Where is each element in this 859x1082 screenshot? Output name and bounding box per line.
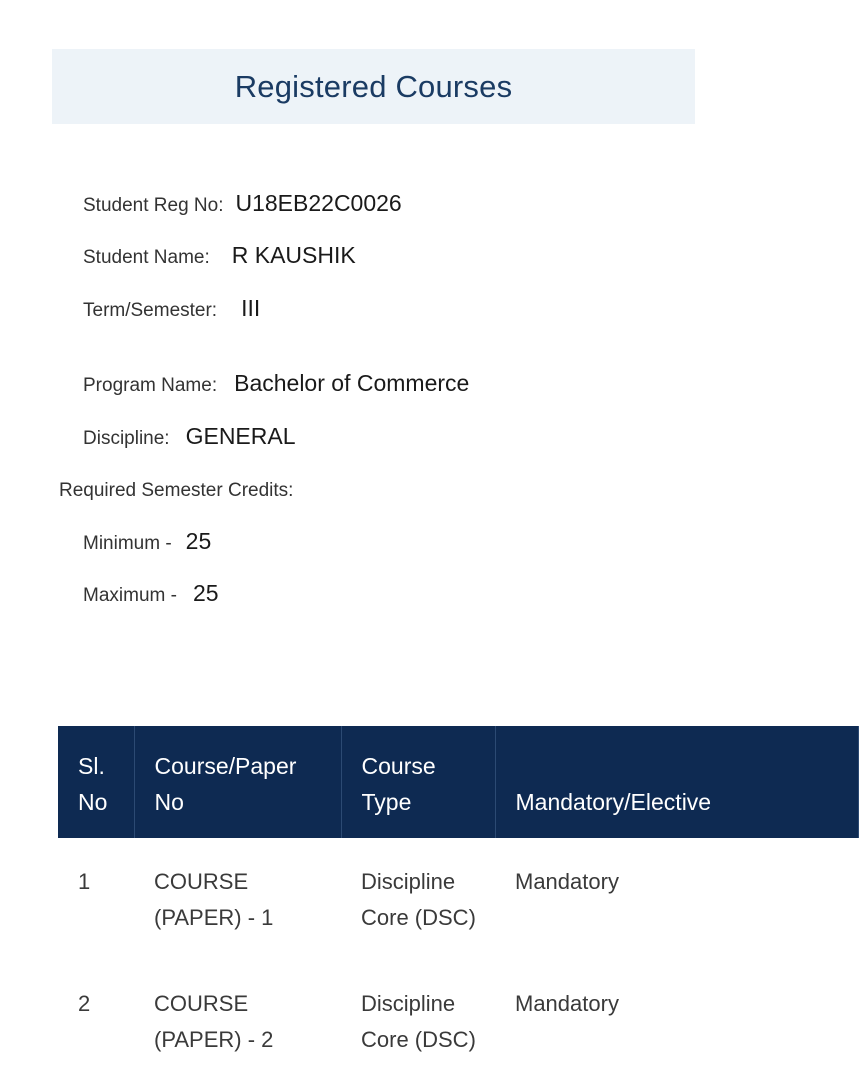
discipline-row xyxy=(83,423,296,450)
column-header-course-paper-no: Course/Paper No xyxy=(134,726,341,838)
cell-mandatory-elective: Mandatory xyxy=(515,869,619,894)
cell-course-type: Discipline Core (DSC) xyxy=(361,869,476,930)
maximum-credits-value: 25 xyxy=(192,580,219,606)
program-label: Program Name: xyxy=(83,375,218,396)
discipline-label: Discipline: xyxy=(83,428,170,449)
term-value: III xyxy=(241,295,261,321)
credits-heading-label: Required Semester Credits: xyxy=(59,480,294,501)
minimum-credits-row xyxy=(83,528,211,555)
page-title: Registered Courses xyxy=(234,68,513,104)
program-value: Bachelor of Commerce xyxy=(234,370,470,396)
column-header-sl-no: Sl. No xyxy=(58,726,134,838)
reg-no-row xyxy=(83,190,402,217)
cell-course-paper-no: COURSE (PAPER) - 1 xyxy=(154,869,274,930)
minimum-credits-label: Minimum - xyxy=(83,533,172,554)
page-header xyxy=(52,49,695,124)
reg-no-label: Student Reg No: xyxy=(83,195,224,216)
cell-course-type: Discipline Core (DSC) xyxy=(361,991,476,1052)
term-label: Term/Semester: xyxy=(83,300,218,321)
courses-table xyxy=(58,726,859,1082)
cell-course-paper-no: COURSE (PAPER) - 2 xyxy=(154,991,274,1052)
program-row xyxy=(83,370,469,397)
student-name-label: Student Name: xyxy=(83,247,210,268)
term-row xyxy=(83,295,260,322)
table-row xyxy=(58,960,858,1082)
student-name-value: R KAUSHIK xyxy=(231,242,356,268)
column-header-mandatory-elective: Mandatory/Elective xyxy=(495,726,858,838)
maximum-credits-row xyxy=(83,580,219,607)
minimum-credits-value: 25 xyxy=(185,528,212,554)
column-header-course-type: Course Type xyxy=(341,726,495,838)
table-header-row xyxy=(58,726,858,838)
cell-sl-no: 1 xyxy=(78,869,91,894)
credits-heading xyxy=(59,480,293,502)
maximum-credits-label: Maximum - xyxy=(83,585,177,606)
cell-sl-no: 2 xyxy=(78,991,91,1016)
table-row xyxy=(58,838,858,960)
student-name-row xyxy=(83,242,356,269)
cell-mandatory-elective: Mandatory xyxy=(515,991,619,1016)
reg-no-value: U18EB22C0026 xyxy=(235,190,402,216)
discipline-value: GENERAL xyxy=(185,423,296,449)
courses-table-container[interactable] xyxy=(58,726,712,1052)
